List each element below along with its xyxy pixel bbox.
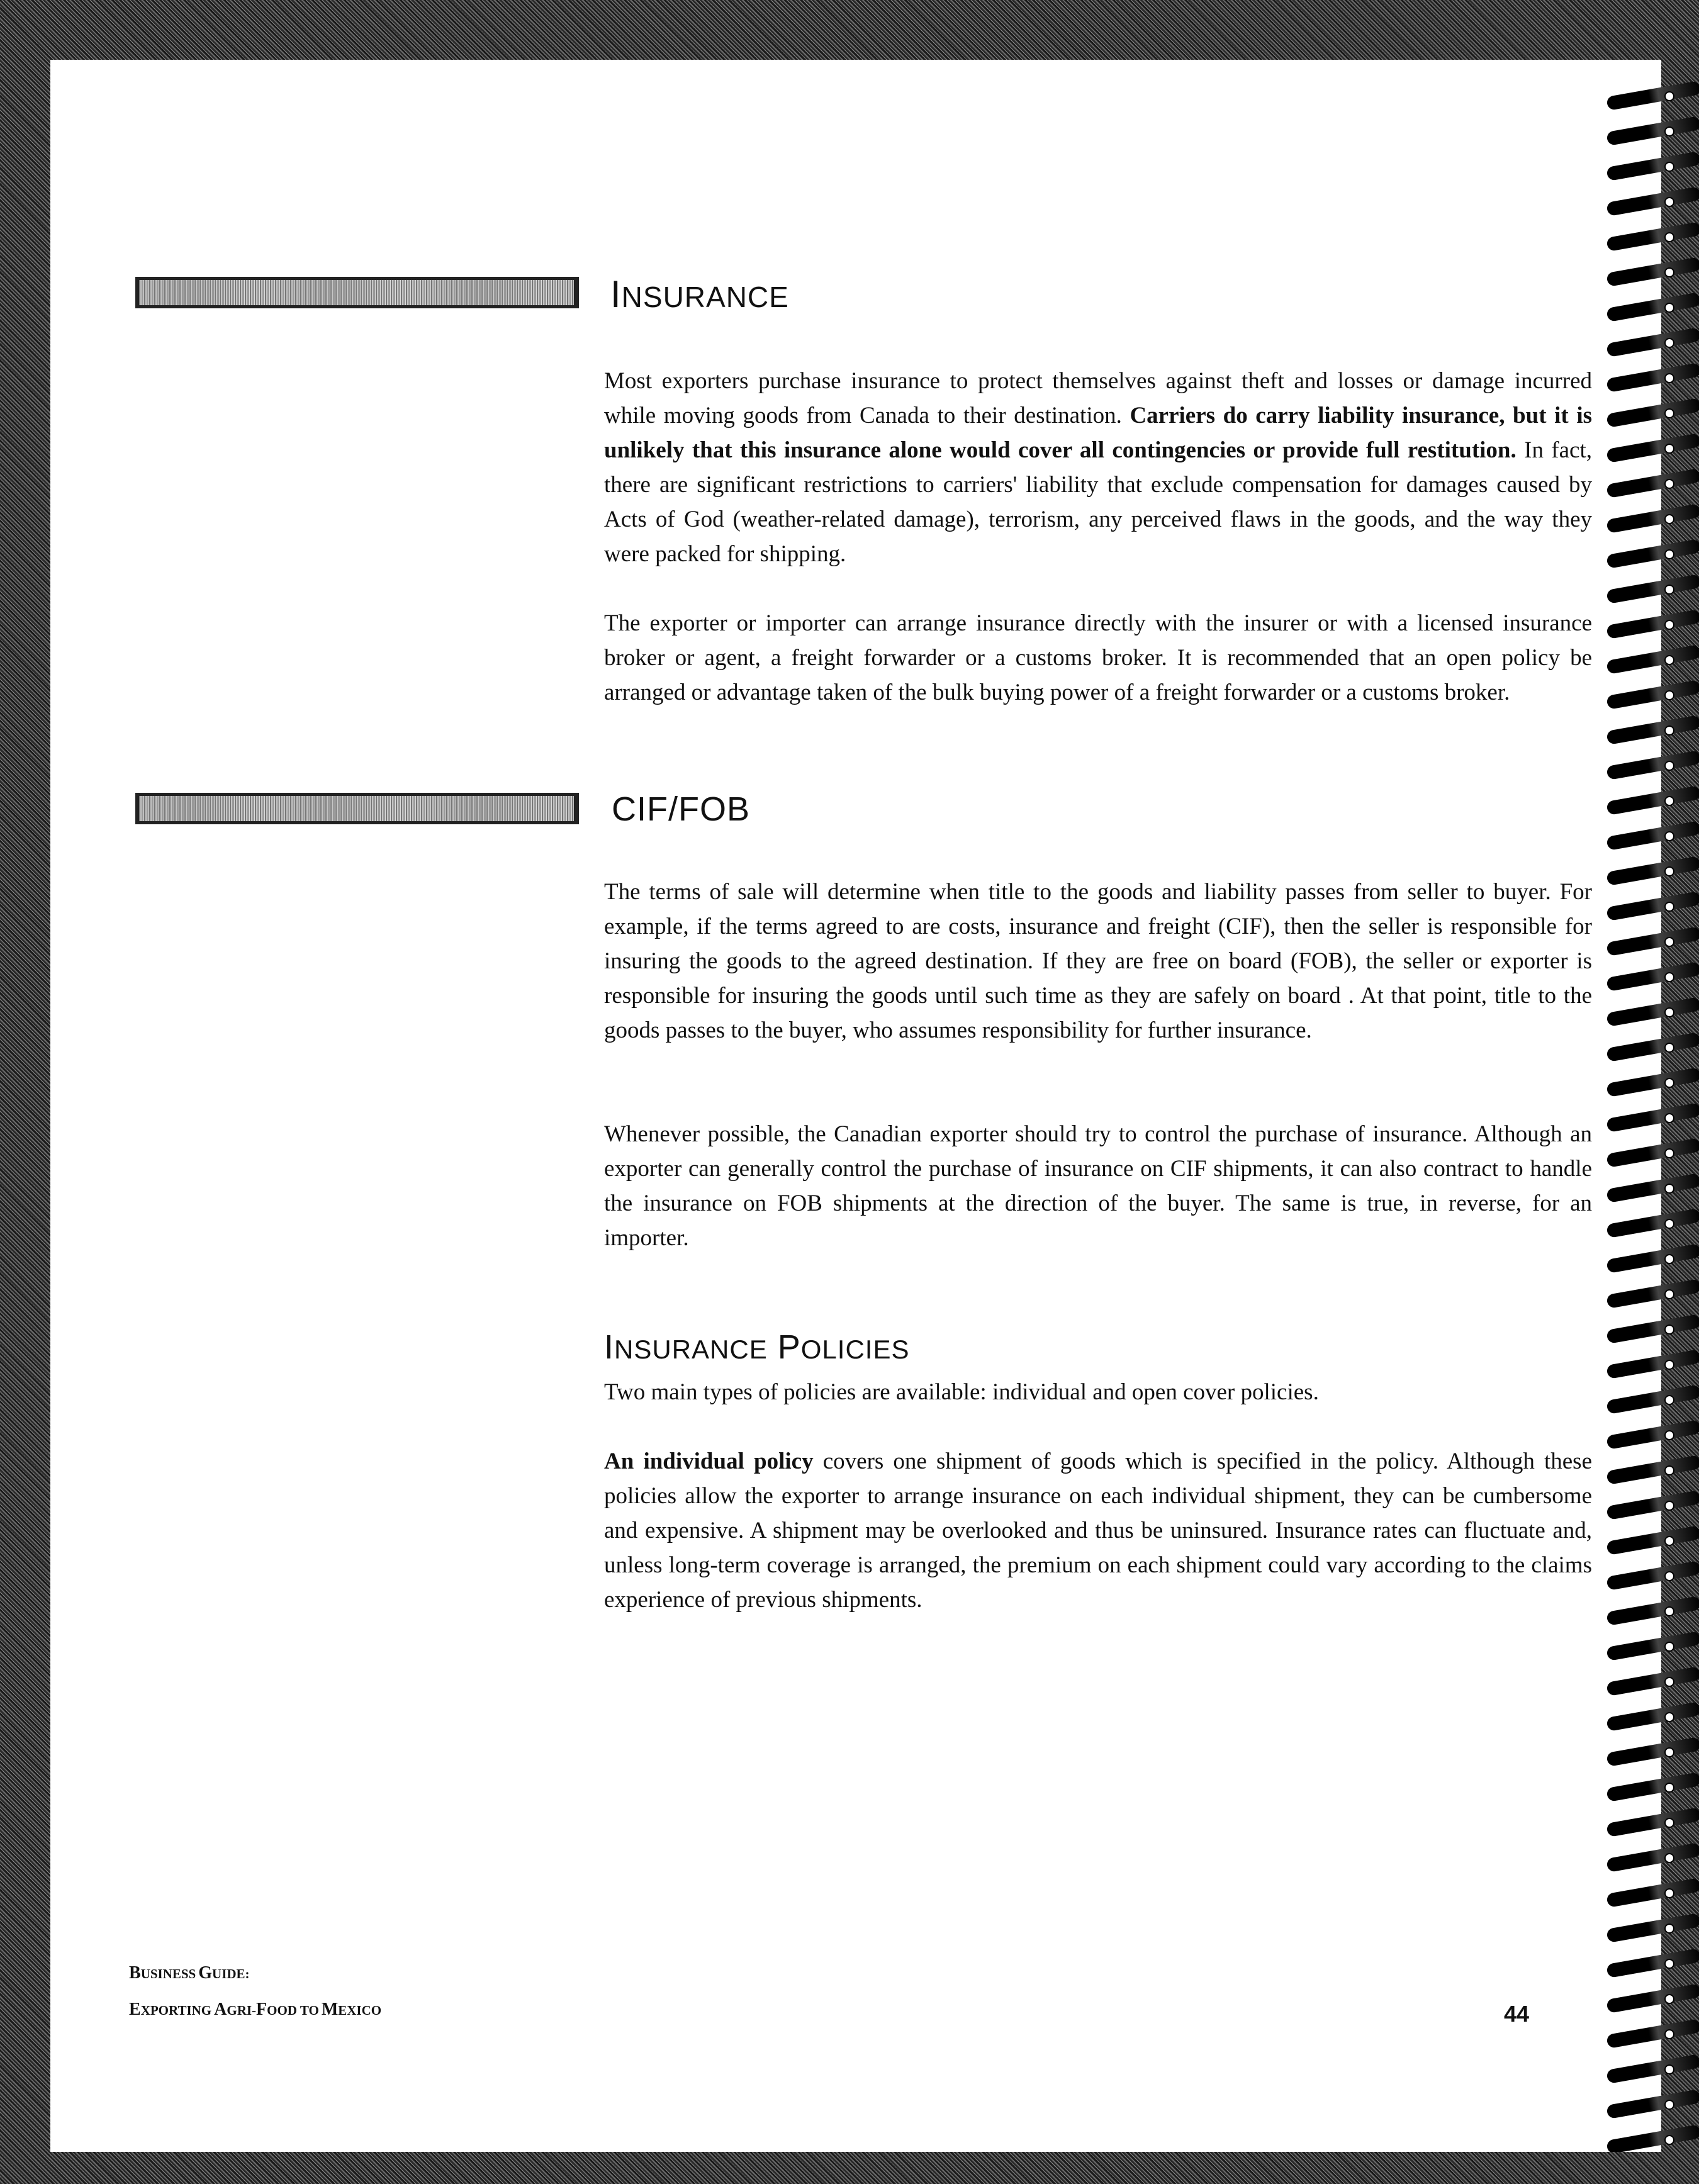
spiral-coil (1601, 1706, 1699, 1727)
individual-policy-term: An individual policy (604, 1448, 814, 1474)
cif-fob-paragraph-2: Whenever possible, the Canadian exporter should try to control the purchase of insurance. Although an exporter can generally control the purchase of insurance on CIF shipments, it can also contract to handle the insurance on FOB shipments at the direction of the buyer. The same is true, in reverse, for an importer. (604, 1121, 1592, 1251)
spiral-coil (1601, 402, 1699, 423)
spiral-coil (1601, 1001, 1699, 1022)
spiral-coil (1601, 2093, 1699, 2115)
spiral-coil (1601, 1917, 1699, 1939)
insurance-policies-paragraph-1: Two main types of policies are available: individual and open cover policies. (604, 1379, 1319, 1405)
insurance-paragraph-2: The exporter or importer can arrange insurance directly with the insurer or with a licensed insurance broker or agent, a freight forwarder or a customs broker. It is recommended that an open policy be arranged or advantage taken of the bulk buying power of a freight forwarder or a customs broker. (604, 610, 1592, 705)
spiral-coil (1601, 1177, 1699, 1199)
spiral-coil (1601, 719, 1699, 741)
spiral-coil (1601, 1988, 1699, 2009)
spiral-coil (1601, 367, 1699, 388)
spiral-coil (1601, 1530, 1699, 1551)
heading-insurance-policies: INSURANCE POLICIES (604, 1328, 910, 1366)
cif-fob-paragraph-1: The terms of sale will determine when title to the goods and liability passes from seller to buyer. For example, if the terms agreed to are costs, insurance and freight (CIF), then the seller is responsible for insuring the goods to the agreed destination. If they are free on board (FOB), the seller or exporter is responsible for insuring the goods until such time as they are safely on board . At that point, title to the goods passes to the buyer, who assumes responsibility for further insurance. (604, 879, 1592, 1043)
footer-guide-title-line-1: BUSINESS GUIDE: (129, 1963, 250, 1983)
spiral-coil (1601, 1318, 1699, 1340)
spiral-coil (1601, 1142, 1699, 1163)
footer-guide-title-line-2: EXPORTING AGRI-FOOD TO MEXICO (129, 2000, 382, 2019)
spiral-coil (1601, 1212, 1699, 1234)
spiral-coil (1601, 296, 1699, 318)
spiral-coil (1601, 1072, 1699, 1093)
spiral-coil (1601, 684, 1699, 705)
heading-insurance: INSURANCE (610, 273, 789, 315)
spiral-coil (1601, 155, 1699, 177)
spiral-coil (1601, 754, 1699, 776)
spiral-coil (1601, 2058, 1699, 2080)
section-bar-cif-fob (135, 793, 579, 824)
spiral-coil (1601, 508, 1699, 529)
spiral-coil (1601, 120, 1699, 142)
spiral-coil (1601, 85, 1699, 106)
heading-cif-fob: CIF/FOB (612, 790, 750, 828)
spiral-coil (1601, 1389, 1699, 1410)
spiral-coil (1601, 191, 1699, 212)
spiral-coil (1601, 1248, 1699, 1269)
spiral-coil (1601, 1107, 1699, 1128)
spiral-coil (1601, 261, 1699, 283)
spiral-coil (1601, 1353, 1699, 1375)
page-number: 44 (1504, 2001, 1530, 2027)
spiral-coil (1601, 860, 1699, 882)
spiral-coil (1601, 226, 1699, 247)
spiral-coil (1601, 1847, 1699, 1868)
spiral-coil (1601, 1952, 1699, 1974)
spiral-coil (1601, 1741, 1699, 1762)
spiral-coil (1601, 1424, 1699, 1445)
spiral-coil (1601, 473, 1699, 494)
spiral-coil (1601, 931, 1699, 952)
section-bar-insurance (135, 277, 579, 308)
spiral-coil (1601, 1036, 1699, 1058)
spiral-coil (1601, 966, 1699, 987)
spiral-coil (1601, 332, 1699, 353)
spiral-coil (1601, 1600, 1699, 1621)
spiral-coil (1601, 613, 1699, 635)
spiral-coil (1601, 1459, 1699, 1481)
spiral-coil (1601, 1671, 1699, 1692)
spiral-coil (1601, 1565, 1699, 1586)
spiral-coil (1601, 578, 1699, 600)
insurance-paragraph-1: Most exporters purchase insurance to protect themselves against theft and losses or damage incurred while moving goods from Canada to their destination. Carriers do carry liability insurance, but it is unlikely that this insurance alone would cover all contingencies or provide full restitution. In fact, there are significant restrictions to carriers' liability that exclude compensation for damages caused by Acts of God (weather-related damage), terrorism, any perceived flaws in the goods, and the way they were packed for shipping. (604, 368, 1592, 567)
spiral-coil (1601, 1776, 1699, 1798)
spiral-coil (1601, 1635, 1699, 1657)
spiral-coil (1601, 649, 1699, 670)
spiral-coil (1601, 825, 1699, 846)
document-page (50, 60, 1661, 2152)
spiral-coil (1601, 1812, 1699, 1833)
insurance-policies-paragraph-2: An individual policy covers one shipment of goods which is specified in the policy. Although these policies allow the exporter to arrange insurance on each individual shipment, they can be cumbersome and expensive. A shipment may be overlooked and thus be uninsured. Insurance rates can fluctuate and, unless long-term coverage is arranged, the premium on each shipment could vary according to the claims experience of previous shipments. (604, 1448, 1592, 1613)
spiral-coil (1601, 895, 1699, 917)
spiral-coil (1601, 543, 1699, 564)
spiral-coil (1601, 2129, 1699, 2150)
spiral-coil (1601, 1494, 1699, 1516)
spiral-coil (1601, 790, 1699, 811)
insurance-bold-statement: Carriers do carry liability insurance, but it is unlikely that this insurance alone would cover all contingencies or provide full restitution. (604, 403, 1592, 463)
spiral-coil (1601, 1882, 1699, 1903)
spiral-coil (1601, 2023, 1699, 2044)
spiral-binding (1601, 60, 1699, 2152)
spiral-coil (1601, 437, 1699, 459)
spiral-coil (1601, 1283, 1699, 1304)
